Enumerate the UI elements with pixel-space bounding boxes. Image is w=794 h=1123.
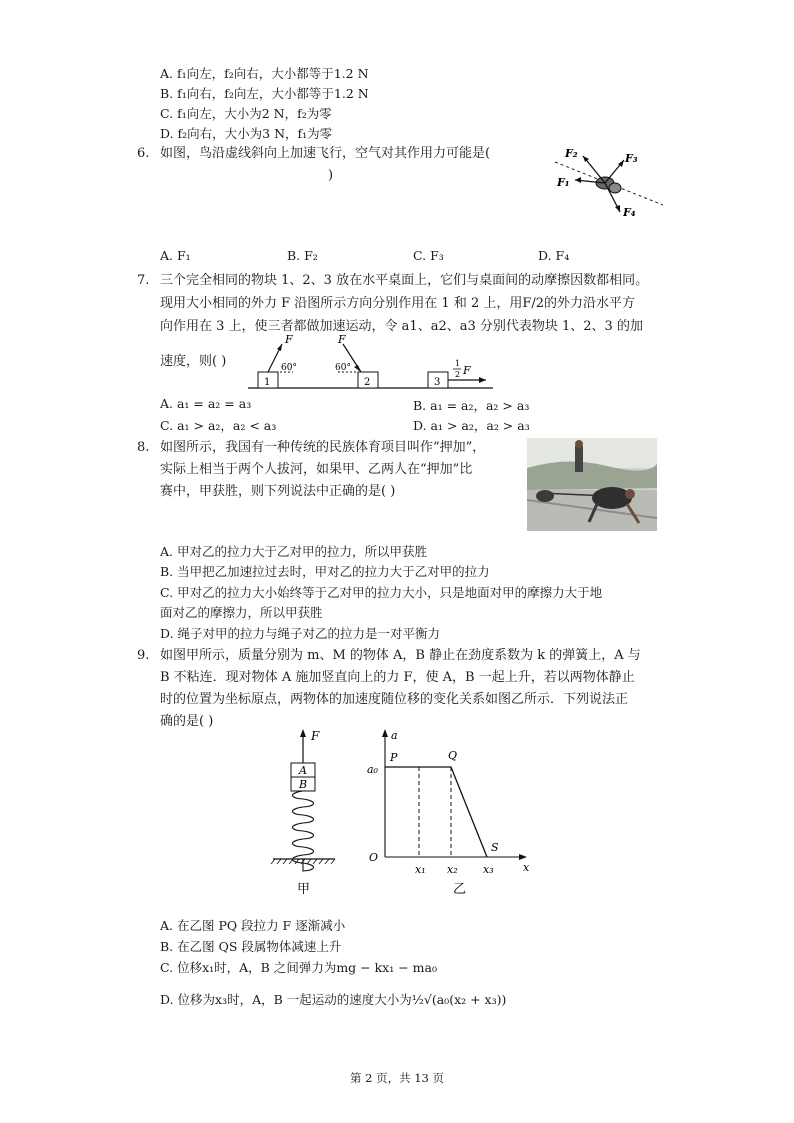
q6-stem-line2: ) — [328, 168, 334, 183]
q6-option-d: D. F₄ — [538, 248, 570, 263]
q7-option-b: B. a₁ = a₂，a₂ > a₃ — [413, 398, 530, 413]
q7-stem-line3: 向作用在 3 上，使三者都做加速运动，令 a1、a2、a3 分别代表物块 1、2、3 的加 — [160, 319, 643, 334]
q8-number: 8. — [137, 440, 150, 455]
q9-stem-line2: B 不粘连．现对物体 A 施加竖直向上的力 F，使 A，B 一起上升，若以两物体静止 — [160, 670, 635, 685]
label-f-force: F — [311, 729, 320, 743]
q8-stem-line1: 如图所示，我国有一种传统的民族体育项目叫作“押加”， — [160, 440, 486, 455]
label-yi: 乙 — [453, 882, 467, 897]
q9-option-d: D. 位移为x₃时，A，B 一起运动的速度大小为½√(a₀(x₂ + x₃)) — [160, 992, 507, 1007]
q8-option-d: D. 绳子对甲的拉力与绳子对乙的拉力是一对平衡力 — [160, 626, 441, 641]
q9-figure — [265, 725, 535, 905]
q6-bird-figure — [545, 140, 670, 220]
q8-option-b: B. 当甲把乙加速拉过去时，甲对乙的拉力大于乙对甲的拉力 — [160, 564, 490, 579]
q7-option-c: C. a₁ > a₂，a₂ < a₃ — [160, 418, 277, 433]
label-block-b: B — [299, 778, 308, 791]
label-angle2: 60° — [335, 363, 351, 373]
q8-tug-photo — [527, 438, 657, 531]
label-block-a: A — [299, 764, 307, 777]
q6-option-a: A. F₁ — [160, 248, 191, 263]
label-f-block1: F — [285, 333, 293, 346]
q5-option-a: A. f₁向左，f₂向右，大小都等于1.2 N — [160, 66, 369, 81]
q9-option-a: A. 在乙图 PQ 段拉力 F 逐渐减小 — [160, 918, 346, 933]
label-x3: x₃ — [483, 863, 494, 876]
label-f3: F₃ — [625, 152, 638, 165]
label-p: P — [390, 751, 398, 764]
label-axis-x: x — [523, 861, 530, 874]
q8-option-c-line1: C. 甲对乙的拉力大小始终等于乙对甲的拉力大小，只是地面对甲的摩擦力大于地 — [160, 585, 603, 600]
q8-stem-line3: 赛中，甲获胜，则下列说法中正确的是( ) — [160, 484, 396, 499]
q6-number: 6. — [137, 146, 150, 161]
q9-number: 9. — [137, 648, 150, 663]
page-footer: 第 2 页，共 13 页 — [349, 1071, 445, 1085]
label-half-num: 1 — [455, 359, 461, 368]
label-s: S — [491, 841, 499, 854]
q5-option-c: C. f₁向左，大小为2 N，f₂为零 — [160, 106, 332, 121]
q9-option-c: C. 位移x₁时，A，B 之间弹力为mg − kx₁ − ma₀ — [160, 960, 437, 975]
q8-stem-line2: 实际上相当于两个人拔河，如果甲、乙两人在“押加”比 — [160, 462, 473, 477]
label-x1: x₁ — [415, 863, 426, 876]
q7-number: 7. — [137, 273, 150, 288]
label-f-block2: F — [338, 333, 346, 346]
label-block1: 1 — [264, 377, 271, 388]
label-half-den: 2 — [455, 370, 461, 379]
q9-stem-line4: 确的是( ) — [160, 714, 214, 729]
q7-stem-line2: 现用大小相同的外力 F 沿图所示方向分别作用在 1 和 2 上，用F/2的外力沿水平方 — [160, 296, 636, 311]
label-f4: F₄ — [623, 206, 636, 219]
q9-stem-line3: 时的位置为坐标原点，两物体的加速度随位移的变化关系如图乙所示．下列说法正 — [160, 692, 629, 707]
q7-stem-line4: 速度，则( ) — [160, 354, 227, 369]
q7-option-d: D. a₁ > a₂，a₂ > a₃ — [413, 418, 530, 433]
label-a0: a₀ — [367, 763, 378, 776]
label-axis-a: a — [391, 729, 398, 742]
label-f-block3: F — [463, 364, 471, 377]
q7-option-a: A. a₁ = a₂ = a₃ — [160, 396, 252, 411]
label-block2: 2 — [364, 377, 371, 388]
q9-stem-line1: 如图甲所示，质量分别为 m、M 的物体 A，B 静止在劲度系数为 k 的弹簧上，A 与 — [160, 648, 641, 663]
label-f1: F₁ — [557, 176, 570, 189]
q9-option-b: B. 在乙图 QS 段属物体减速上升 — [160, 939, 342, 954]
label-x2: x₂ — [447, 863, 458, 876]
q5-option-d: D. f₂向右，大小为3 N，f₁为零 — [160, 126, 333, 141]
label-angle1: 60° — [281, 363, 297, 373]
q5-option-b: B. f₁向右，f₂向左，大小都等于1.2 N — [160, 86, 369, 101]
label-block3: 3 — [434, 377, 441, 388]
q7-blocks-figure — [248, 330, 493, 392]
label-jia: 甲 — [297, 882, 311, 897]
q8-option-a: A. 甲对乙的拉力大于乙对甲的拉力，所以甲获胜 — [160, 544, 427, 559]
q6-option-b: B. F₂ — [287, 248, 318, 263]
label-f2: F₂ — [565, 147, 578, 160]
q8-option-c-line2: 面对乙的摩擦力，所以甲获胜 — [160, 605, 323, 620]
label-q: Q — [448, 749, 458, 762]
q6-option-c: C. F₃ — [413, 248, 444, 263]
q6-stem-line1: 如图，鸟沿虚线斜向上加速飞行，空气对其作用力可能是( — [160, 146, 491, 161]
label-origin: O — [369, 851, 379, 864]
a-x-curve — [385, 767, 487, 857]
q7-stem-line1: 三个完全相同的物块 1、2、3 放在水平桌面上，它们与桌面间的动摩擦因数都相同。 — [160, 273, 649, 288]
